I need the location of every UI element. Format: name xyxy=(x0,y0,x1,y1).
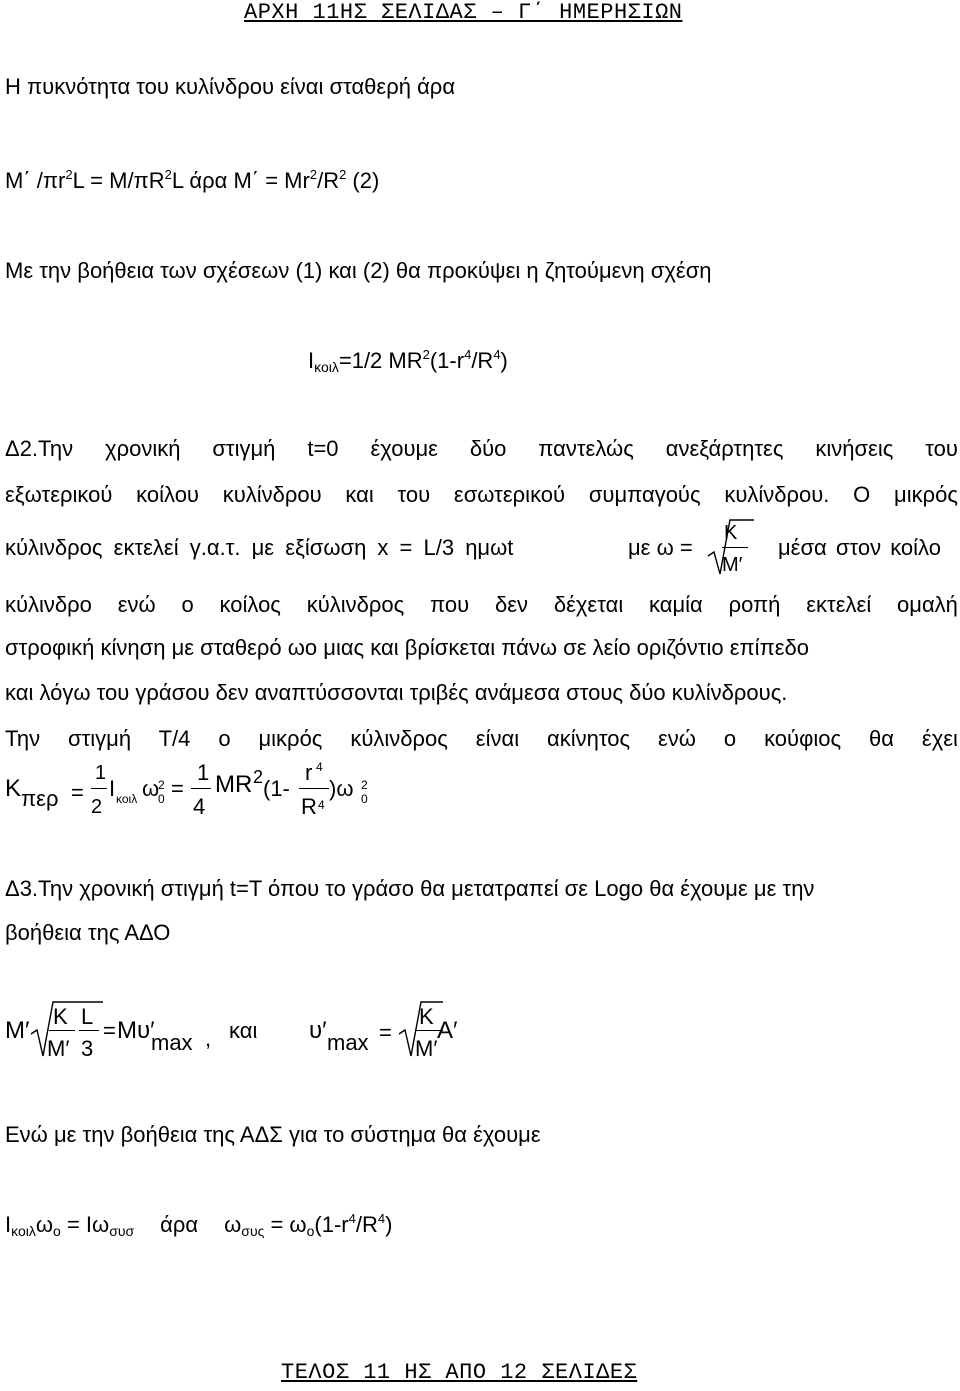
omega-denominator: M′ xyxy=(722,554,743,576)
quarter-fraction-bar xyxy=(191,788,211,789)
final-angular-velocity-equation: $I_{\kappa o\iota\lambda}\omega_o = I\omega_{\sigma\upsilon\sigma}$ άρα $\omega_{\sigma\upsilon\varsigma} = \omega_o(1-r^4/R^4)$ xyxy=(5,1211,393,1239)
relations-statement: Με την βοήθεια των σχέσεων (1) και (2) θα προκύψει η ζητούμενη σχέση xyxy=(5,258,712,283)
k-over-m-bar xyxy=(49,1030,75,1031)
d2-line-3-end: μέσα στον κοίλο xyxy=(778,535,941,560)
d2-line-6: και λόγω του γράσου δεν αναπτύσσονται τριβές ανάμεσα στους δύο κυλίνδρους. xyxy=(5,680,788,705)
d2-line-4: κύλινδρο ενώ ο κοίλος κύλινδρος που δεν δέχεται καμία ροπή εκτελεί ομαλή xyxy=(5,592,958,617)
d2-line-2: εξωτερικού κοίλου κυλίνδρου και του εσωτερικού συμπαγούς κυλίνδρου. Ο μικρός xyxy=(5,482,958,507)
half-fraction-bar xyxy=(91,788,107,789)
page-footer: ΤΕΛΟΣ 11 ΗΣ ΑΠΟ 12 ΣΕΛΙΔΕΣ xyxy=(281,1360,638,1385)
d3-line-2: βοήθεια της ΑΔΟ xyxy=(5,920,171,945)
d2-line-7: Την στιγμή Τ/4 ο μικρός κύλινδρος είναι ακίνητος ενώ ο κούφιος θα έχει xyxy=(5,726,958,751)
d2-line-1: Δ2.Την χρονική στιγμή t=0 έχουμε δύο παντελώς ανεξάρτητες κινήσεις του xyxy=(5,436,958,461)
page-header: ΑΡΧΗ 11ΗΣ ΣΕΛΙΔΑΣ – Γ΄ ΗΜΕΡΗΣΙΩΝ xyxy=(244,0,683,25)
angular-momentum-statement: Ενώ με την βοήθεια της ΑΔΣ για το σύστημα θα έχουμε xyxy=(5,1122,541,1147)
d3-line-1: Δ3.Την χρονική στιγμή t=T όπου το γράσο θα μετατραπεί σε Logo θα έχουμε με την xyxy=(5,876,815,901)
r-over-r-fraction-bar xyxy=(299,788,329,789)
omega-label: με ω = xyxy=(628,535,693,560)
d2-line-3-start: κύλινδρος εκτελεί γ.α.τ. με εξίσωση x = L/3 ημωt xyxy=(5,535,514,560)
d2-line-5: στροφική κίνηση με σταθερό ωο μιας και βρίσκεται πάνω σε λείο οριζόντιο επίπεδο xyxy=(5,635,810,660)
l-over-3-bar xyxy=(79,1030,99,1031)
omega-fraction-bar xyxy=(722,547,748,548)
vmax-equation: M′ K M′ L 3 = Mυ′ max , και υ′ max = K M′ A′ xyxy=(5,1000,505,1080)
density-statement: Η πυκνότητα του κυλίνδρου είναι σταθερή άρα xyxy=(5,74,456,99)
mass-ratio-equation: Μ΄ $/\pi r^2L = M/\pi R^2L$ άρα $M΄ = Mr^2/R^2$ (2) xyxy=(5,167,380,193)
hollow-inertia-result: $I_{\kappa o\iota\lambda}=1/2$ $MR^2(1-r^4/R^4)$ xyxy=(308,347,508,375)
omega-numerator: K xyxy=(724,522,738,544)
